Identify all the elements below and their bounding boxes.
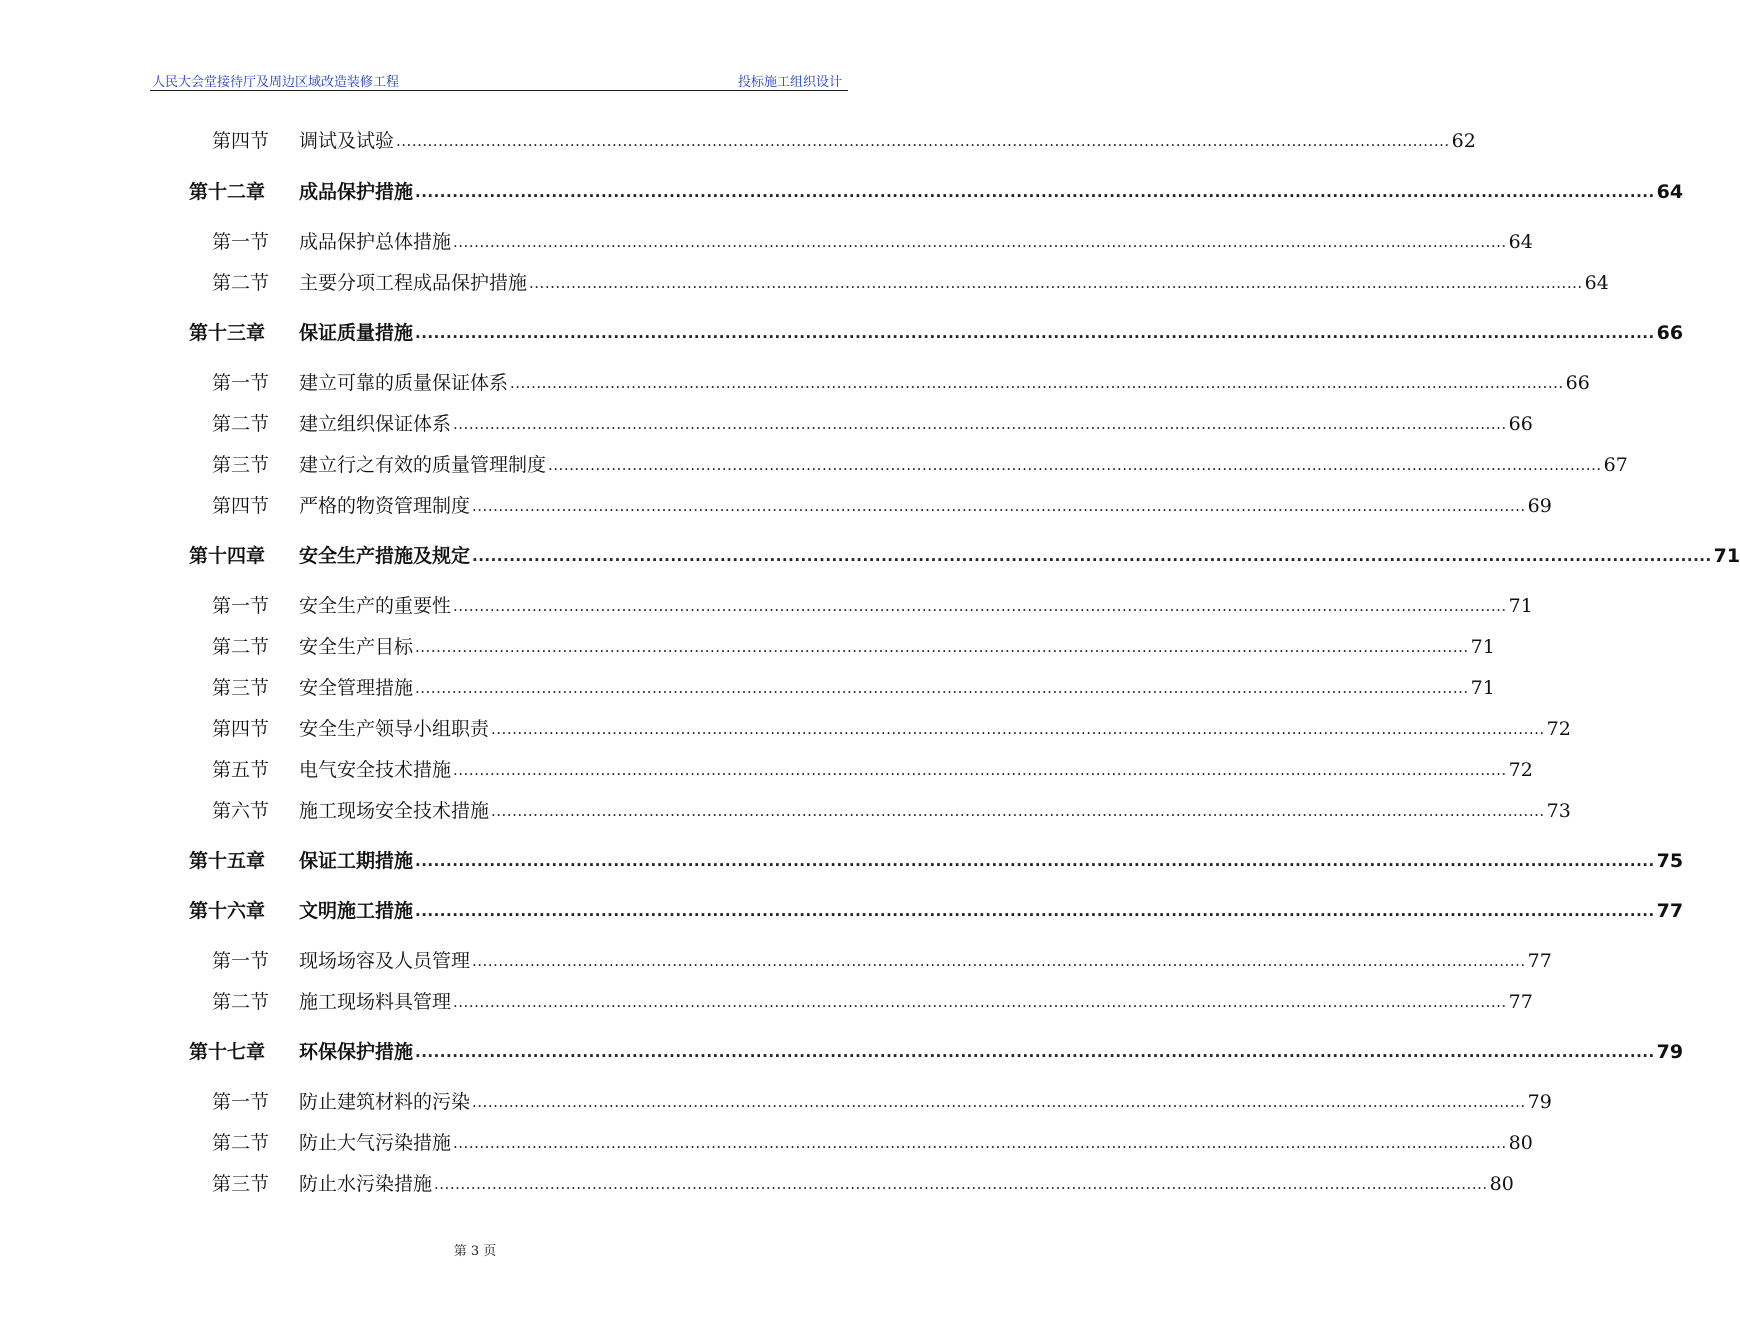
toc-chapter-entry[interactable] — [189, 316, 1684, 344]
toc-section-entry[interactable] — [189, 124, 1476, 152]
toc-entry-title: 成品保护措施 — [299, 181, 414, 203]
toc-section-entry[interactable] — [189, 1167, 1514, 1195]
toc-entry-number: 第二节 — [212, 272, 270, 294]
toc-entry-title: 防止建筑材料的污染 — [299, 1091, 471, 1113]
toc-entry-number: 第二节 — [212, 636, 270, 658]
toc-chapter-entry[interactable] — [189, 175, 1684, 203]
toc-dot-leader: ........................................................................................................................................................................................................ — [510, 374, 1564, 392]
toc-section-entry[interactable] — [189, 985, 1533, 1013]
toc-entry-number: 第十四章 — [189, 545, 266, 567]
toc-entry-title: 保证工期措施 — [299, 850, 414, 872]
toc-section-entry[interactable] — [189, 407, 1533, 435]
toc-dot-leader: ........................................................................................................................................................................................................ — [415, 902, 1655, 920]
toc-section-entry[interactable] — [189, 712, 1571, 740]
toc-entry-number: 第一节 — [212, 231, 270, 253]
toc-entry-number: 第二节 — [212, 1132, 270, 1154]
toc-entry-page: 77 — [1527, 950, 1552, 972]
toc-dot-leader: ........................................................................................................................................................................................................ — [415, 852, 1655, 870]
toc-entry-page: 72 — [1508, 759, 1533, 781]
toc-entry-title: 安全管理措施 — [299, 677, 414, 699]
toc-entry-page: 64 — [1656, 181, 1684, 203]
toc-dot-leader: ........................................................................................................................................................................................................ — [453, 415, 1507, 433]
toc-entry-title: 严格的物资管理制度 — [299, 495, 471, 517]
toc-entry-number: 第四节 — [212, 718, 270, 740]
toc-entry-page: 66 — [1508, 413, 1533, 435]
toc-entry-title: 环保保护措施 — [299, 1041, 414, 1063]
toc-entry-number: 第五节 — [212, 759, 270, 781]
toc-dot-leader: ........................................................................................................................................................................................................ — [453, 993, 1507, 1011]
toc-entry-title: 调试及试验 — [299, 130, 395, 152]
toc-entry-page: 77 — [1656, 900, 1684, 922]
toc-entry-page: 66 — [1565, 372, 1590, 394]
toc-entry-title: 建立可靠的质量保证体系 — [299, 372, 509, 394]
toc-entry-title: 建立组织保证体系 — [299, 413, 452, 435]
toc-dot-leader: ........................................................................................................................................................................................................ — [453, 233, 1507, 251]
toc-chapter-entry[interactable] — [189, 1035, 1684, 1063]
toc-dot-leader: ........................................................................................................................................................................................................ — [472, 547, 1712, 565]
toc-entry-title: 电气安全技术措施 — [299, 759, 452, 781]
page-number: 第 3 页 — [453, 1244, 497, 1259]
toc-dot-leader: ........................................................................................................................................................................................................ — [415, 1043, 1655, 1061]
toc-dot-leader: ........................................................................................................................................................................................................ — [472, 1093, 1526, 1111]
toc-dot-leader: ........................................................................................................................................................................................................ — [548, 456, 1602, 474]
toc-entry-number: 第一节 — [212, 372, 270, 394]
toc-entry-page: 80 — [1508, 1132, 1533, 1154]
toc-entry-number: 第二节 — [212, 413, 270, 435]
toc-entry-number: 第六节 — [212, 800, 270, 822]
toc-section-entry[interactable] — [189, 266, 1609, 294]
toc-entry-title: 安全生产的重要性 — [299, 595, 452, 617]
toc-section-entry[interactable] — [189, 589, 1533, 617]
toc-section-entry[interactable] — [189, 1085, 1552, 1113]
toc-entry-number: 第十七章 — [189, 1041, 266, 1063]
toc-entry-page: 67 — [1603, 454, 1628, 476]
toc-entry-title: 保证质量措施 — [299, 322, 414, 344]
document-type: 投标施工组织设计 — [737, 75, 842, 90]
toc-entry-page: 79 — [1527, 1091, 1552, 1113]
toc-section-entry[interactable] — [189, 630, 1495, 658]
toc-section-entry[interactable] — [189, 366, 1590, 394]
toc-entry-page: 75 — [1656, 850, 1684, 872]
toc-entry-number: 第十五章 — [189, 850, 266, 872]
toc-entry-page: 64 — [1584, 272, 1609, 294]
toc-entry-title: 安全生产领导小组职责 — [299, 718, 490, 740]
toc-entry-number: 第一节 — [212, 595, 270, 617]
toc-section-entry[interactable] — [189, 225, 1533, 253]
toc-entry-number: 第三节 — [212, 454, 270, 476]
toc-dot-leader: ........................................................................................................................................................................................................ — [453, 1134, 1507, 1152]
toc-entry-page: 79 — [1656, 1041, 1684, 1063]
toc-section-entry[interactable] — [189, 794, 1571, 822]
toc-entry-title: 主要分项工程成品保护措施 — [299, 272, 528, 294]
toc-dot-leader: ........................................................................................................................................................................................................ — [415, 638, 1469, 656]
toc-entry-title: 建立行之有效的质量管理制度 — [299, 454, 547, 476]
toc-dot-leader: ........................................................................................................................................................................................................ — [529, 274, 1583, 292]
toc-section-entry[interactable] — [189, 944, 1552, 972]
toc-entry-page: 62 — [1451, 130, 1476, 152]
toc-entry-number: 第一节 — [212, 1091, 270, 1113]
toc-entry-page: 71 — [1470, 636, 1495, 658]
toc-chapter-entry[interactable] — [189, 894, 1684, 922]
toc-section-entry[interactable] — [189, 671, 1495, 699]
toc-entry-number: 第三节 — [212, 677, 270, 699]
toc-dot-leader: ........................................................................................................................................................................................................ — [396, 132, 1450, 150]
toc-entry-title: 安全生产目标 — [299, 636, 414, 658]
toc-entry-title: 防止水污染措施 — [299, 1173, 433, 1195]
toc-entry-title: 安全生产措施及规定 — [299, 545, 471, 567]
toc-section-entry[interactable] — [189, 448, 1628, 476]
toc-dot-leader: ........................................................................................................................................................................................................ — [415, 679, 1469, 697]
page-header — [150, 70, 848, 91]
toc-entry-title: 施工现场安全技术措施 — [299, 800, 490, 822]
toc-dot-leader: ........................................................................................................................................................................................................ — [434, 1175, 1488, 1193]
toc-dot-leader: ........................................................................................................................................................................................................ — [453, 597, 1507, 615]
toc-entry-number: 第四节 — [212, 130, 270, 152]
toc-entry-page: 80 — [1489, 1173, 1514, 1195]
toc-chapter-entry[interactable] — [189, 844, 1684, 872]
toc-entry-page: 72 — [1546, 718, 1571, 740]
toc-entry-page: 73 — [1546, 800, 1571, 822]
toc-entry-title: 成品保护总体措施 — [299, 231, 452, 253]
project-title: 人民大会堂接待厅及周边区域改造装修工程 — [152, 75, 400, 90]
toc-entry-page: 66 — [1656, 322, 1684, 344]
toc-dot-leader: ........................................................................................................................................................................................................ — [415, 183, 1655, 201]
toc-section-entry[interactable] — [189, 753, 1533, 781]
toc-entry-number: 第三节 — [212, 1173, 270, 1195]
toc-entry-title: 文明施工措施 — [299, 900, 414, 922]
toc-entry-page: 71 — [1713, 545, 1740, 567]
toc-entry-page: 71 — [1470, 677, 1495, 699]
toc-section-entry[interactable] — [189, 1126, 1533, 1154]
toc-entry-title: 防止大气污染措施 — [299, 1132, 452, 1154]
toc-section-entry[interactable] — [189, 489, 1552, 517]
toc-dot-leader: ........................................................................................................................................................................................................ — [491, 802, 1545, 820]
toc-entry-title: 施工现场料具管理 — [299, 991, 452, 1013]
toc-dot-leader: ........................................................................................................................................................................................................ — [472, 952, 1526, 970]
toc-entry-page: 71 — [1508, 595, 1533, 617]
toc-chapter-entry[interactable] — [189, 539, 1740, 567]
toc-entry-number: 第十三章 — [189, 322, 266, 344]
toc-entry-number: 第十二章 — [189, 181, 266, 203]
toc-entry-number: 第四节 — [212, 495, 270, 517]
toc-entry-number: 第二节 — [212, 991, 270, 1013]
toc-dot-leader: ........................................................................................................................................................................................................ — [453, 761, 1507, 779]
toc-entry-number: 第一节 — [212, 950, 270, 972]
toc-entry-page: 64 — [1508, 231, 1533, 253]
toc-entry-number: 第十六章 — [189, 900, 266, 922]
toc-dot-leader: ........................................................................................................................................................................................................ — [472, 497, 1526, 515]
toc-entry-page: 77 — [1508, 991, 1533, 1013]
toc-dot-leader: ........................................................................................................................................................................................................ — [415, 324, 1655, 342]
toc-entry-page: 69 — [1527, 495, 1552, 517]
toc-dot-leader: ........................................................................................................................................................................................................ — [491, 720, 1545, 738]
toc-entry-title: 现场场容及人员管理 — [299, 950, 471, 972]
